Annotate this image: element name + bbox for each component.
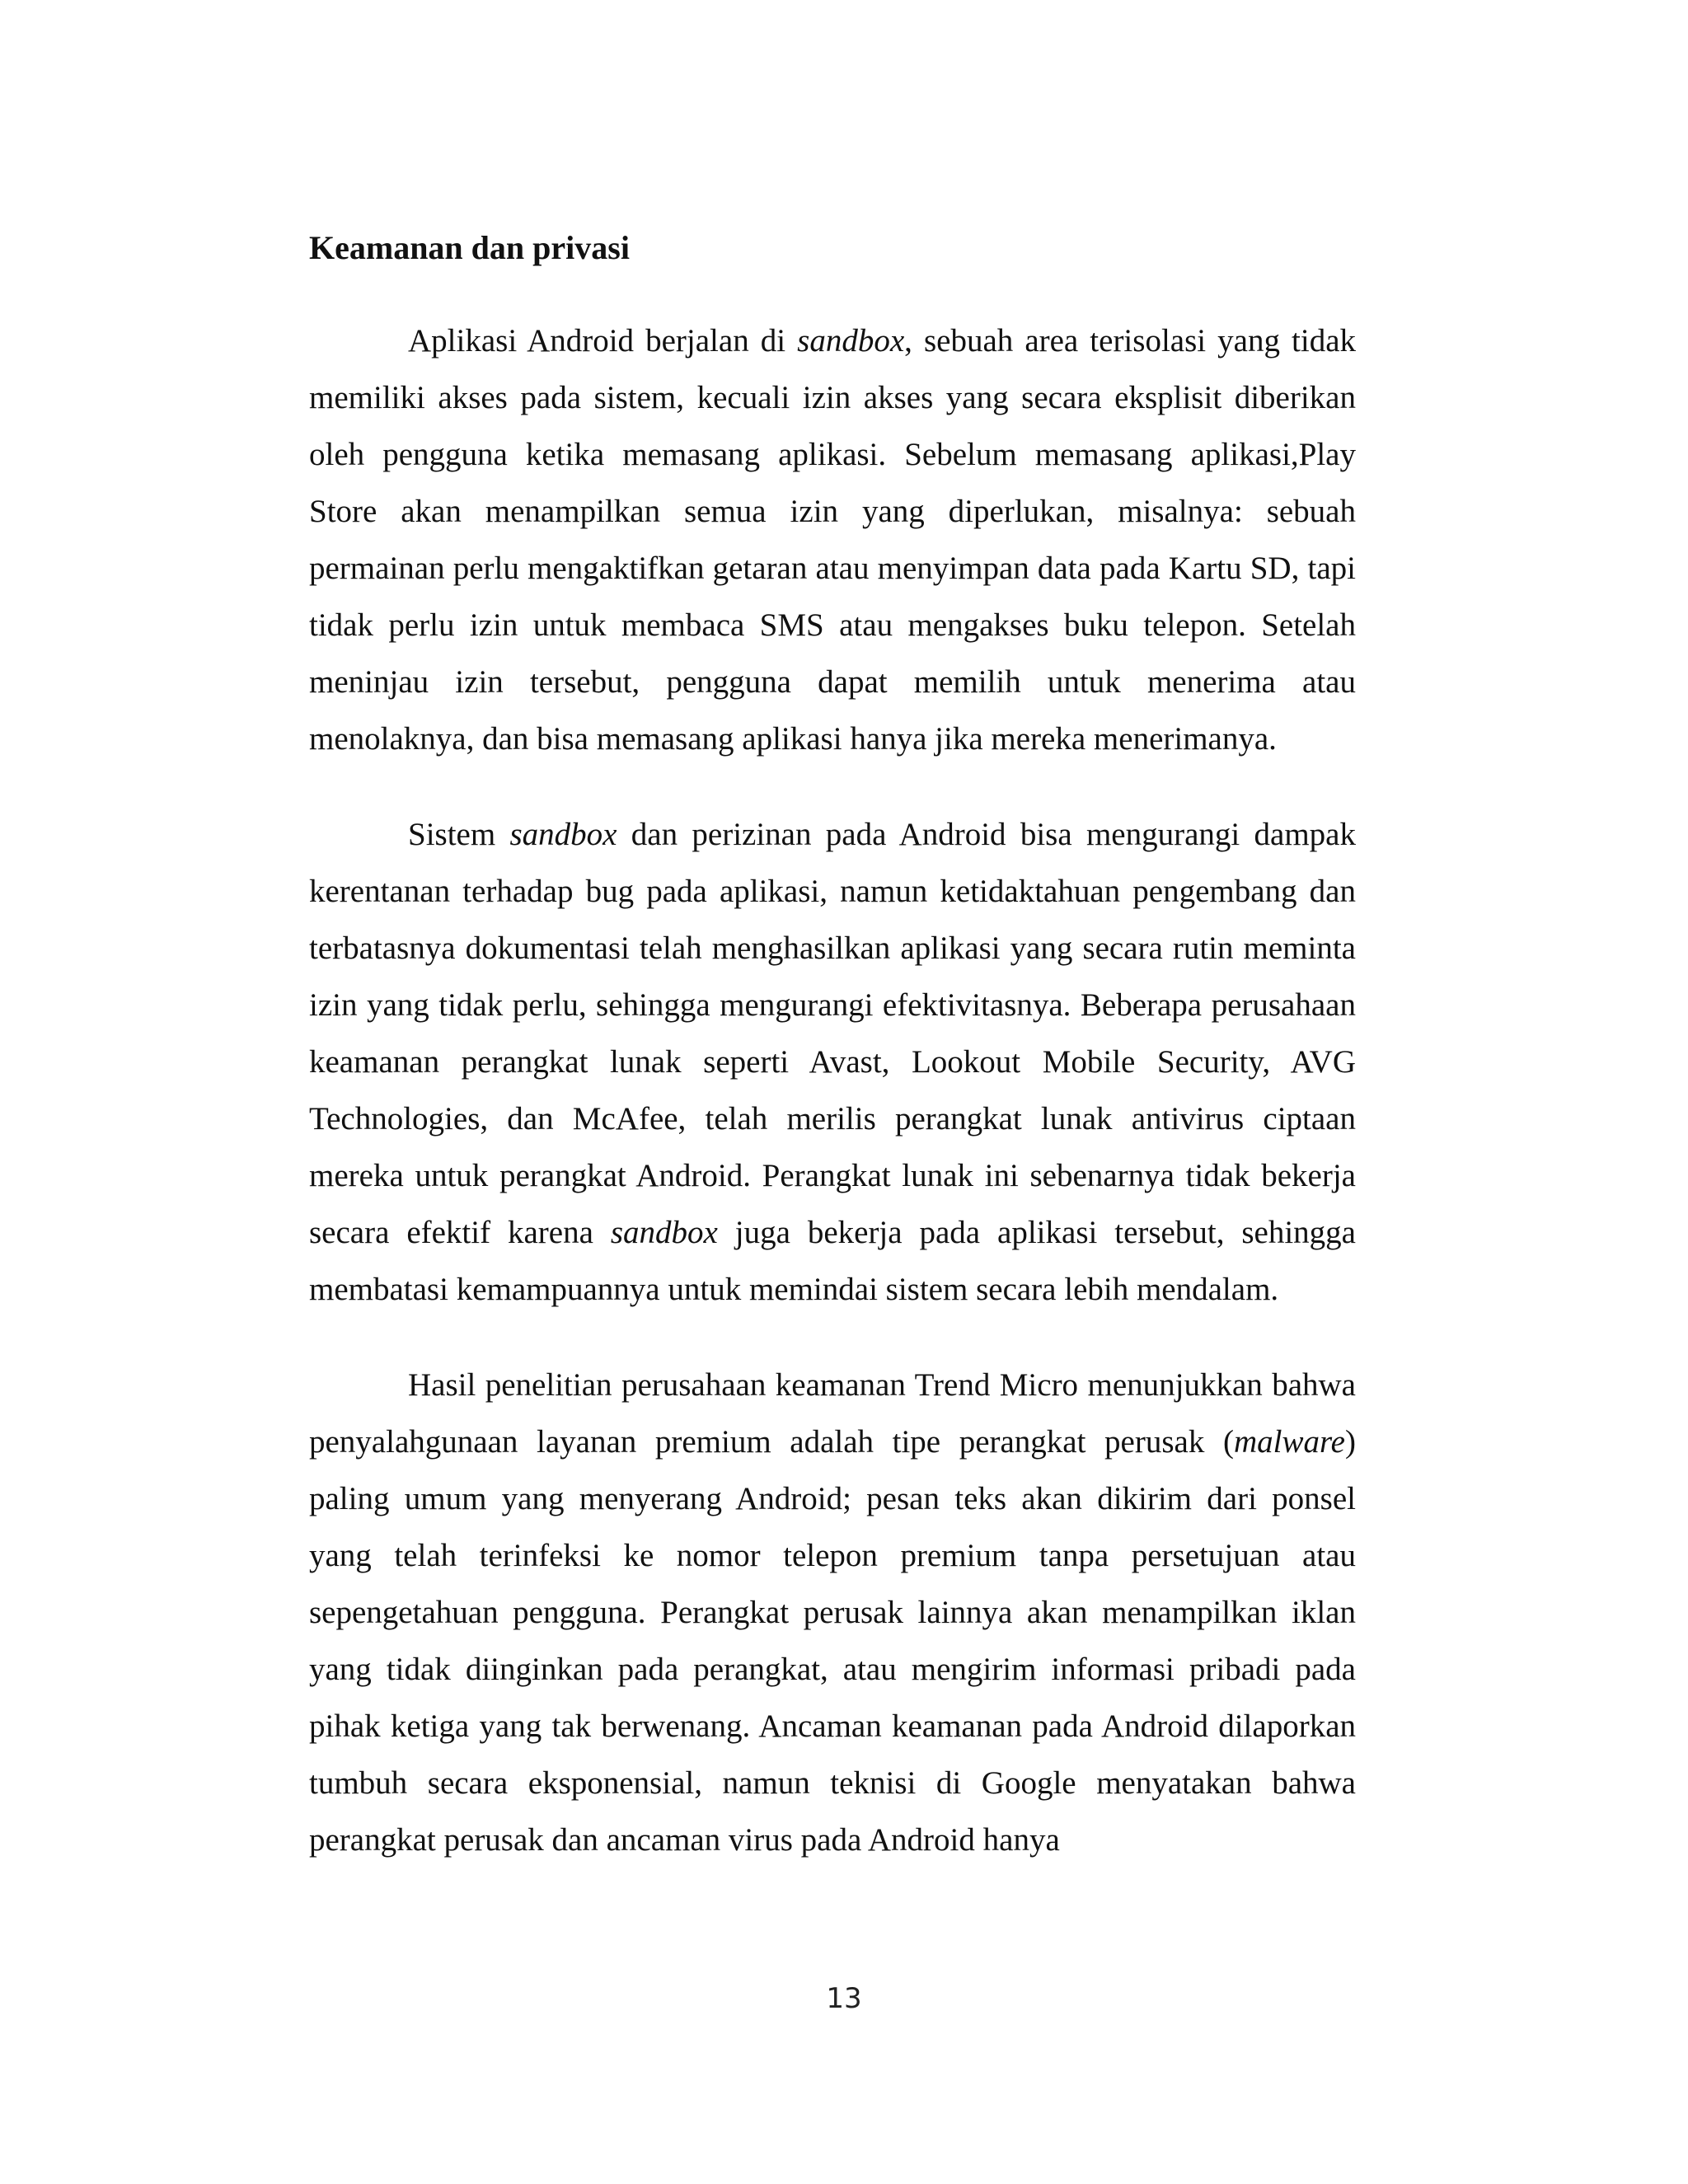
italic-term: sandbox	[610, 1215, 718, 1250]
paragraph-text: dan perizinan pada Android bisa mengurangi dampak kerentanan terhadap bug pada aplikasi, namun ketidaktahuan pengembang dan terbatasnya dokumentasi telah menghasilkan aplikasi yang secara rutin meminta izin yang tidak perlu, sehingga mengurangi efektivitasnya. Beberapa perusahaan keamanan perangkat lunak seperti Avast, Lookout Mobile Security, AVG Technologies, dan McAfee, telah merilis perangkat lunak antivirus ciptaan mereka untuk perangkat Android. Perangkat lunak ini sebenarnya tidak bekerja secara efektif karena	[309, 817, 1356, 1250]
paragraph-text: ) paling umum yang menyerang Android; pesan teks akan dikirim dari ponsel yang telah terinfeksi ke nomor telepon premium tanpa persetujuan atau sepengetahuan pengguna. Perangkat perusak lainnya akan menampilkan iklan yang tidak diinginkan pada perangkat, atau mengirim informasi pribadi pada pihak ketiga yang tak berwenang. Ancaman keamanan pada Android dilaporkan tumbuh secara eksponensial, namun teknisi di Google menyatakan bahwa perangkat perusak dan ancaman virus pada Android hanya	[309, 1424, 1356, 1858]
paragraphs-container	[309, 312, 1356, 1868]
italic-term: sandbox	[797, 323, 905, 359]
italic-term: malware	[1233, 1424, 1345, 1460]
paragraph-text: Aplikasi Android berjalan di	[408, 323, 798, 359]
page-content	[309, 227, 1356, 1907]
page-number: 13	[826, 1982, 862, 2015]
section-heading: Keamanan dan privasi	[309, 229, 630, 266]
paragraph-text: , sebuah area terisolasi yang tidak memiliki akses pada sistem, kecuali izin akses yang secara eksplisit diberikan oleh pengguna ketika memasang aplikasi. Sebelum memasang aplikasi,Play Store akan menampilkan semua izin yang diperlukan, misalnya: sebuah permainan perlu mengaktifkan getaran atau menyimpan data pada Kartu SD, tapi tidak perlu izin untuk membaca SMS atau mengakses buku telepon. Setelah meninjau izin tersebut, pengguna dapat memilih untuk menerima atau menolaknya, dan bisa memasang aplikasi hanya jika mereka menerimanya.	[309, 323, 1357, 757]
paragraph-text: juga bekerja pada aplikasi tersebut, sehingga membatasi kemampuannya untuk memindai sistem secara lebih mendalam.	[309, 1215, 1356, 1307]
body-paragraph	[309, 806, 1356, 1318]
body-paragraph	[309, 312, 1356, 767]
paragraph-text: Sistem	[408, 817, 510, 852]
paragraph-text: Hasil penelitian perusahaan keamanan Trend Micro menunjukkan bahwa penyalahgunaan layanan premium adalah tipe perangkat perusak (	[309, 1367, 1356, 1460]
body-paragraph	[309, 1357, 1356, 1868]
italic-term: sandbox	[509, 817, 617, 852]
